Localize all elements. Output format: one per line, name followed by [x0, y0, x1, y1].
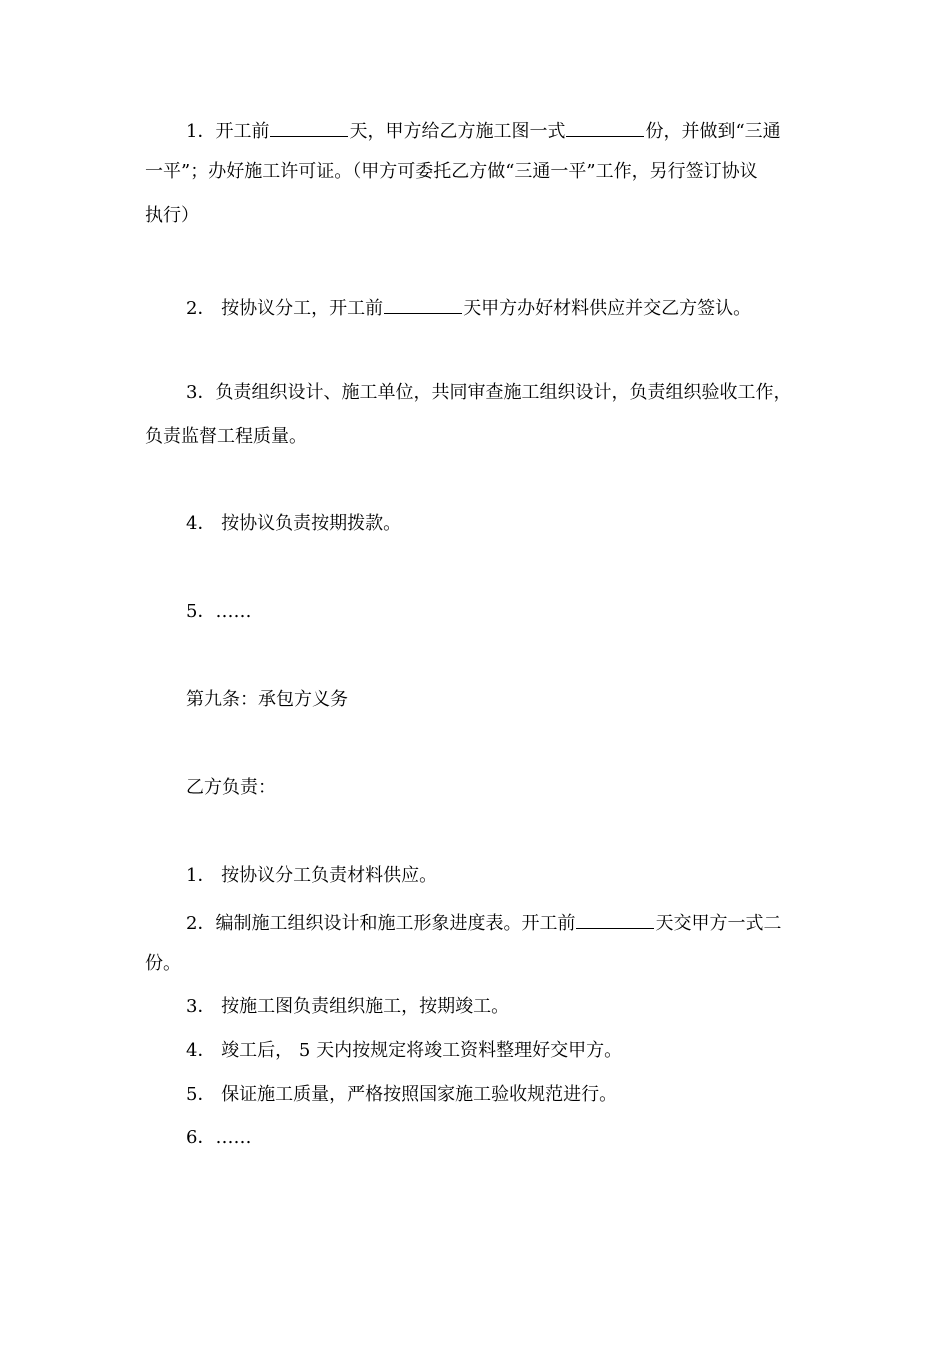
owner-item-1-text-b: 天，甲方给乙方施工图一式: [349, 121, 566, 142]
owner-item-1-line-3: 执行）: [145, 205, 199, 226]
contractor-item-2-text-b: 天交甲方一式二: [655, 913, 782, 934]
contractor-item-2-line-2: 份。: [145, 953, 181, 974]
contractor-item-2-line-1: [186, 910, 826, 935]
fill-blank-copies: [566, 118, 644, 137]
owner-item-2-text-b: 天甲方办好材料供应并交乙方签认。: [463, 298, 752, 319]
owner-item-5: 5．……: [186, 601, 252, 622]
owner-item-3-line-1: 3．负责组织设计、施工单位，共同审查施工组织设计，负责组织验收工作，: [186, 382, 792, 403]
owner-item-4: 4． 按协议负责按期拨款。: [186, 513, 402, 534]
contractor-item-2-text-a: 2．编制施工组织设计和施工形象进度表。开工前: [186, 913, 576, 934]
fill-blank-days: [384, 295, 462, 314]
owner-item-1-line-2: 一平”；办好施工许可证。（甲方可委托乙方做“三通一平”工作，另行签订协议: [145, 161, 758, 182]
contractor-item-4: 4． 竣工后， 5 天内按规定将竣工资料整理好交甲方。: [186, 1040, 623, 1061]
article-9-heading: 第九条：承包方义务: [186, 689, 348, 710]
owner-item-3-line-2: 负责监督工程质量。: [145, 426, 307, 447]
contractor-item-6: 6．……: [186, 1127, 252, 1148]
fill-blank-days: [270, 118, 348, 137]
contractor-item-1: 1． 按协议分工负责材料供应。: [186, 865, 438, 886]
fill-blank-days: [576, 910, 654, 929]
owner-item-2: [186, 295, 826, 320]
contractor-item-3: 3． 按施工图负责组织施工，按期竣工。: [186, 996, 510, 1017]
owner-item-2-text-a: 2． 按协议分工，开工前: [186, 298, 384, 319]
owner-item-1-line-1: [186, 118, 826, 143]
article-9-intro: 乙方负责：: [186, 777, 276, 798]
owner-item-1-text-a: 1．开工前: [186, 121, 270, 142]
contractor-item-5: 5． 保证施工质量，严格按照国家施工验收规范进行。: [186, 1084, 618, 1105]
owner-item-1-text-c: 份，并做到“三通: [645, 121, 781, 142]
